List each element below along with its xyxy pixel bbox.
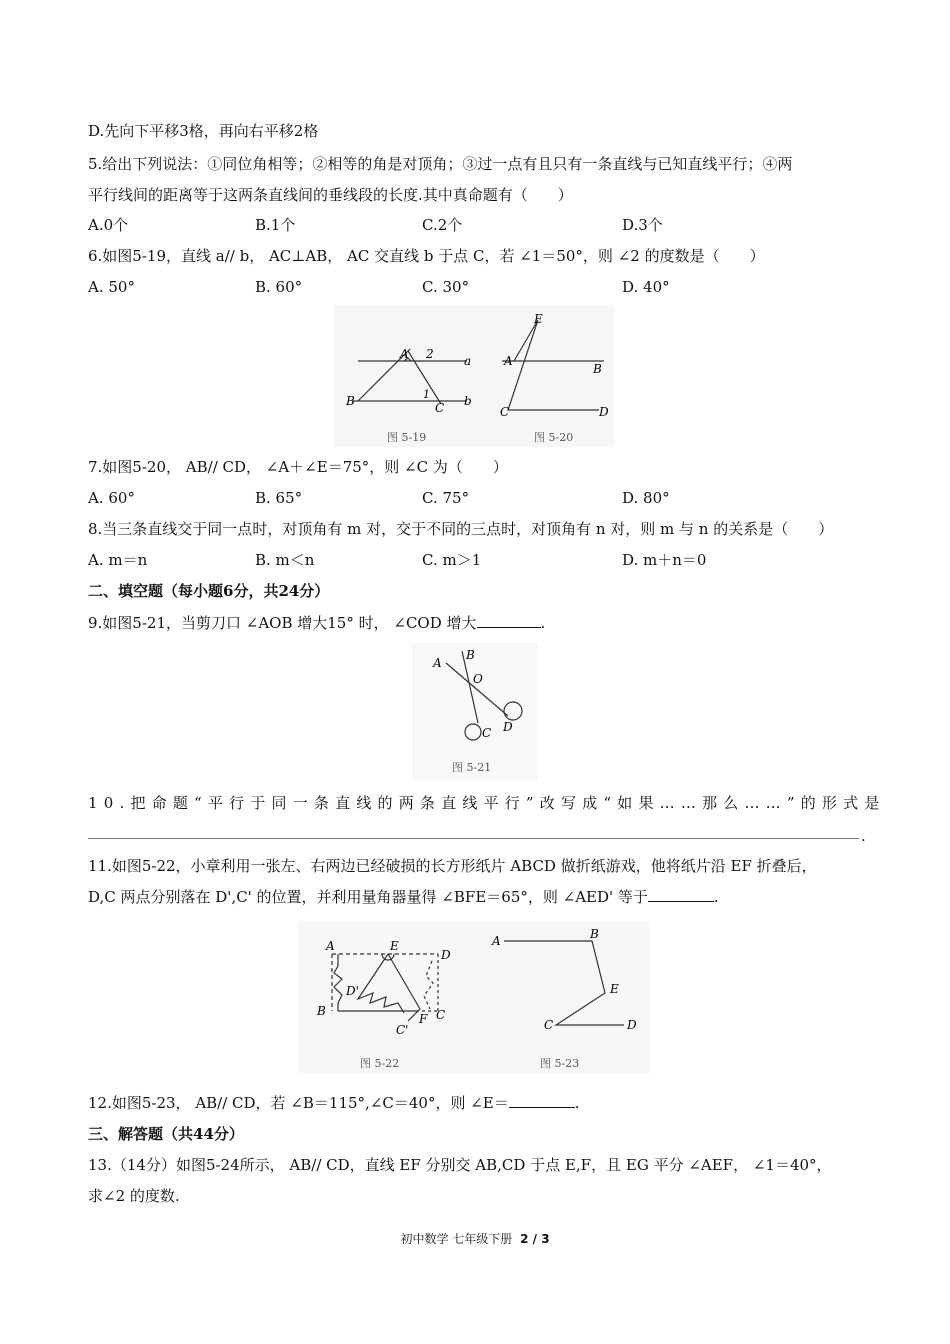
q5-text-line1: 5.给出下列说法：①同位角相等；②相等的角是对顶角；③过一点有且只有一条直线与已知直线平行；④两 <box>88 155 793 173</box>
page-footer <box>0 1230 950 1247</box>
fig523-label-e: E <box>610 982 619 996</box>
q11-label: D,C 两点分别落在 D',C' 的位置，并利用量角器量得 ∠BFE＝65°，则 ∠AED' 等于 <box>88 888 648 906</box>
fig520-label-a: A <box>504 354 513 368</box>
fig522-label-f: F <box>419 1012 428 1026</box>
q11-text-line2 <box>88 887 719 907</box>
fig522-label-e: E <box>390 939 399 953</box>
fig522-label-d-prime: D' <box>346 984 359 998</box>
q11-end: . <box>713 888 719 906</box>
q7-option-c: C. 75° <box>422 489 470 507</box>
fig521-caption: 图 5-21 <box>452 761 492 774</box>
q6-option-c: C. 30° <box>422 278 470 296</box>
q6-option-a: A. 50° <box>88 278 135 296</box>
fig523-label-b: B <box>590 927 599 941</box>
figure-5-22-5-23 <box>298 921 650 1073</box>
section-3-heading: 三、解答题（共44分） <box>88 1125 244 1143</box>
q10-answer-line[interactable] <box>88 838 859 839</box>
q4-option-d: D.先向下平移3格，再向右平移2格 <box>88 122 319 140</box>
fig519-caption: 图 5-19 <box>387 431 427 444</box>
q5-text-line2: 平行线间的距离等于这两条直线间的垂线段的长度.其中真命题有（ ） <box>88 186 573 204</box>
fig522-label-c-prime: C' <box>396 1023 409 1037</box>
fig520-label-c: C <box>500 405 510 419</box>
fig522-label-a: A <box>326 939 335 953</box>
q8-option-a: A. m＝n <box>88 551 148 569</box>
q6-text: 6.如图5-19，直线 a// b， AC⊥AB， AC 交直线 b 于点 C，若 ∠1＝50°，则 ∠2 的度数是（ ） <box>88 247 765 265</box>
fig521-label-a: A <box>433 656 442 670</box>
fig522-label-c: C <box>436 1008 446 1022</box>
fig521-label-o: O <box>473 672 483 686</box>
q12-answer-blank[interactable] <box>509 1093 575 1108</box>
q7-text: 7.如图5-20， AB// CD， ∠A＋∠E＝75°，则 ∠C 为（ ） <box>88 458 508 476</box>
fig520-caption: 图 5-20 <box>534 431 574 444</box>
q6-option-b: B. 60° <box>255 278 303 296</box>
fig519-label-1: 1 <box>423 388 430 401</box>
q12-text <box>88 1093 580 1113</box>
q5-option-d: D.3个 <box>622 216 663 234</box>
fig519-label-a-point: A <box>400 347 409 361</box>
q11-text-line1: 11.如图5-22，小章利用一张左、右两边已经破损的长方形纸片 ABCD 做折纸游戏，他将纸片沿 EF 折叠后， <box>88 857 817 875</box>
q13-text-line2: 求∠2 的度数. <box>88 1187 180 1205</box>
fig523-label-d: D <box>627 1018 637 1032</box>
q9-answer-blank[interactable] <box>477 613 541 628</box>
q7-option-a: A. 60° <box>88 489 135 507</box>
q7-option-d: D. 80° <box>622 489 670 507</box>
fig520-label-e: E <box>534 312 543 326</box>
q9-label: 9.如图5-21，当剪刀口 ∠AOB 增大15° 时， ∠COD 增大 <box>88 614 477 632</box>
fig523-label-c: C <box>544 1018 554 1032</box>
q8-text: 8.当三条直线交于同一点时，对顶角有 m 对，交于不同的三点时，对顶角有 n 对，则 m 与 n 的关系是（ ） <box>88 520 834 538</box>
fig521-label-b: B <box>466 648 475 662</box>
q13-text-line1: 13.（14分）如图5-24所示， AB// CD，直线 EF 分别交 AB,CD 于点 E,F，且 EG 平分 ∠AEF， ∠1＝40°， <box>88 1156 832 1174</box>
q8-option-d: D. m＋n＝0 <box>622 551 707 569</box>
fig523-label-a: A <box>492 934 501 948</box>
fig519-label-2: 2 <box>426 347 434 361</box>
fig520-label-d: D <box>599 405 609 419</box>
q6-option-d: D. 40° <box>622 278 670 296</box>
q11-answer-blank[interactable] <box>648 887 714 902</box>
q12-label: 12.如图5-23， AB// CD，若 ∠B＝115°,∠C＝40°，则 ∠E＝ <box>88 1094 509 1112</box>
fig522-label-d: D <box>441 948 451 962</box>
footer-subject: 初中数学 七年级下册 <box>400 1232 513 1246</box>
q5-option-b: B.1个 <box>255 216 296 234</box>
q9-end: . <box>540 614 546 632</box>
q12-end: . <box>574 1094 580 1112</box>
fig522-caption: 图 5-22 <box>360 1057 400 1070</box>
q7-option-b: B. 65° <box>255 489 303 507</box>
fig521-label-d: D <box>503 720 513 734</box>
q8-option-b: B. m＜n <box>255 551 315 569</box>
section-2-heading: 二、填空题（每小题6分，共24分） <box>88 582 330 600</box>
fig519-label-a-line: a <box>464 354 472 368</box>
q5-option-a: A.0个 <box>88 216 129 234</box>
fig520-label-b: B <box>593 362 602 376</box>
footer-page-number: 2 / 3 <box>520 1232 550 1246</box>
figure-5-19-5-20 <box>334 305 614 447</box>
fig523-caption: 图 5-23 <box>540 1057 580 1070</box>
q9-text <box>88 613 545 633</box>
figure-5-21 <box>412 643 538 780</box>
fig519-label-b-line: b <box>464 394 472 408</box>
fig522-label-b: B <box>317 1004 326 1018</box>
q5-option-c: C.2个 <box>422 216 463 234</box>
fig519-label-b-point: B <box>346 394 355 408</box>
fig519-label-c: C <box>435 401 445 415</box>
fig521-label-c: C <box>482 726 492 740</box>
q8-option-c: C. m＞1 <box>422 551 482 569</box>
q10-text: 10.把命题“平行于同一条直线的两条直线平行”改写成“如果……那么……”的形式是 <box>88 794 886 812</box>
q10-end: . <box>861 827 866 845</box>
